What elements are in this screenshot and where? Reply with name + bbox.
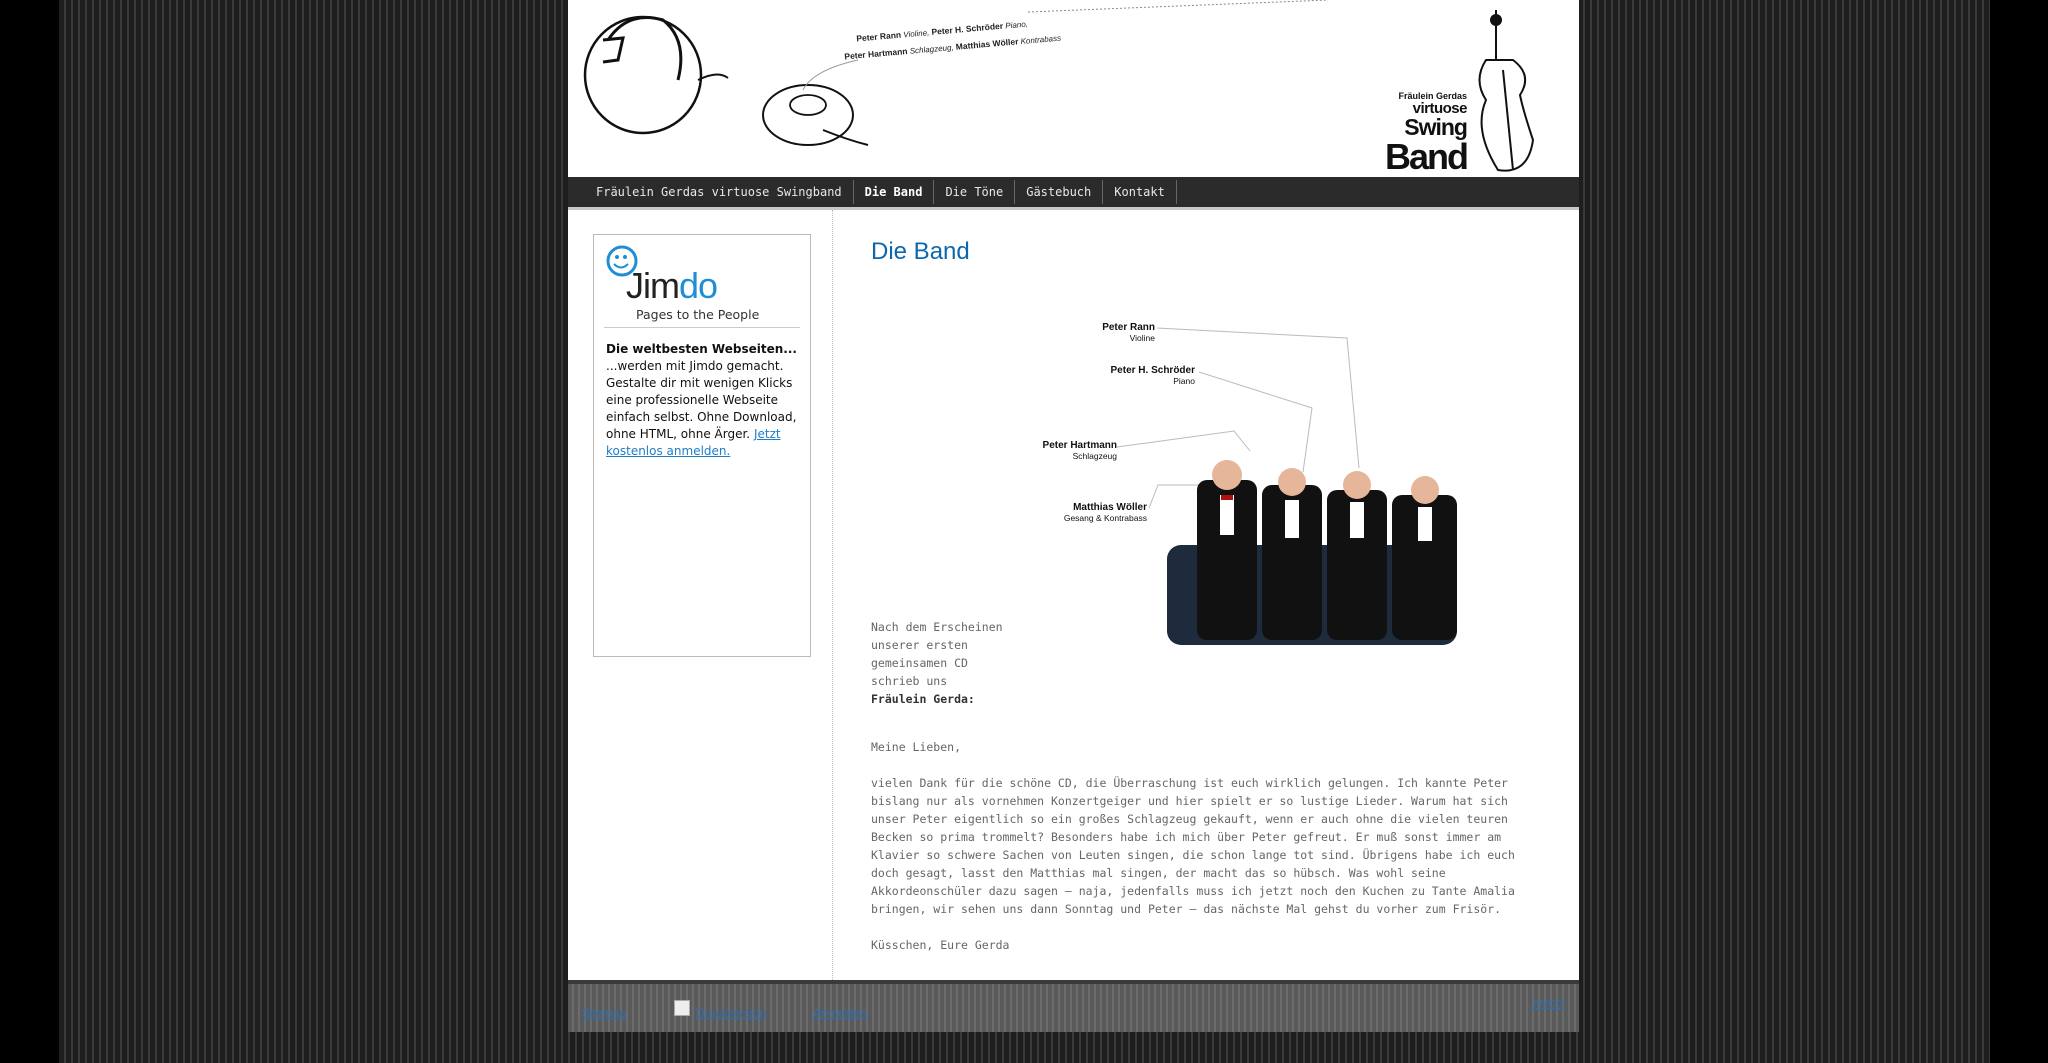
logo-line-4: Band: [1385, 136, 1467, 177]
label-name: Peter Hartmann: [1042, 440, 1117, 451]
logo-line-3: Swing: [1404, 114, 1467, 140]
label-name: Peter Rann: [1102, 322, 1155, 333]
nav-item-die-toene[interactable]: Die Töne: [934, 180, 1015, 204]
main-navigation: [568, 177, 1579, 210]
letter-line: doch gesagt, lasst den Matthias mal singen, der macht das so hübsch. Was wohl seine: [871, 866, 1446, 880]
sidebar-jimdo-ad: [593, 234, 811, 657]
letter-line: Becken so prima trommelt? Besonders habe ich mich über Peter gefreut. Er muß sonst immer am: [871, 830, 1502, 844]
nav-item-kontakt[interactable]: Kontakt: [1103, 180, 1177, 204]
site-footer: [568, 980, 1579, 1032]
musician-name: Peter Hartmann: [843, 45, 908, 62]
printer-icon: [674, 1000, 690, 1016]
site-header: [568, 0, 1579, 177]
logo-line-1: Fräulein Gerdas: [1398, 91, 1467, 101]
footer-link-sitemap[interactable]: Sitemap: [582, 1006, 627, 1020]
musician-instrument: Violine,: [902, 28, 930, 40]
musician-instrument: Piano,: [1004, 19, 1029, 31]
musician-name: Matthias Wöller: [955, 36, 1019, 52]
letter-body: [871, 774, 1561, 918]
intro-line: unserer ersten: [871, 638, 968, 652]
musician-name: Peter Rann: [855, 29, 902, 44]
musician-instrument: Kontrabass: [1020, 33, 1062, 47]
label-role: Schlagzeug: [1072, 451, 1117, 461]
footer-link-login[interactable]: Anmelden: [813, 1006, 868, 1020]
letter-line: vielen Dank für die schöne CD, die Überraschung ist euch wirklich gelungen. Ich kannte Peter: [871, 776, 1508, 790]
letter-line: unser Peter eigentlich so ein großes Schlagzeug gekauft, wenn er auch ohne die vielen teuren: [871, 812, 1508, 826]
jimdo-tagline: Pages to the People: [636, 307, 760, 322]
intro-line: schrieb uns: [871, 674, 948, 688]
jimdo-wordmark-a: Jim: [626, 265, 679, 306]
letter-greeting: Meine Lieben,: [871, 740, 962, 754]
column-divider: [832, 210, 833, 980]
label-name: Peter H. Schröder: [1110, 365, 1195, 376]
label-name: Matthias Wöller: [1073, 502, 1147, 513]
musician-instrument: Schlagzeug,: [909, 42, 955, 56]
letter-line: Klavier so schwere Sachen von Leuten singen, die schon lange tot sind. Übrigens habe ich euch: [871, 848, 1515, 862]
footer-link-jimdo[interactable]: JIMDO: [1530, 998, 1565, 1010]
content-area: [871, 238, 1551, 952]
label-peter-hartmann: [1027, 440, 1117, 462]
intro-line: gemeinsamen CD: [871, 656, 968, 670]
letter-line: bislang nur als vornehmen Konzertgeiger und hier spielt er so lustige Lieder. Warum hat sich: [871, 794, 1508, 808]
band-photo: [1042, 310, 1547, 710]
page-background: [59, 0, 1990, 1063]
nav-item-home[interactable]: Fräulein Gerdas virtuose Swingband: [585, 180, 854, 204]
letter-line: Akkordeonschüler dazu sagen – naja, jedenfalls muss ich jetzt noch den Kuchen zu Tante Amalia: [871, 884, 1515, 898]
intro-strong: Fräulein Gerda:: [871, 692, 975, 706]
main-container: [568, 0, 1579, 1028]
ad-body: ...werden mit Jimdo gemacht. Gestalte dir mit wenigen Klicks eine professionelle Webseite einfach selbst. Ohne Download, ohne HTML, ohne Ärger.: [606, 359, 797, 441]
nav-item-die-band[interactable]: Die Band: [854, 180, 935, 204]
label-peter-schroeder: [1097, 365, 1195, 387]
jimdo-ad-text: [606, 341, 802, 460]
ad-signup-link[interactable]: Jetzt kostenlos anmelden.: [606, 427, 781, 458]
letter-line: bringen, wir sehen uns dann Sonntag und Peter – das nächste Mal gehst du vorher zum Frisör.: [871, 902, 1502, 916]
logo-line-2: virtuose: [1412, 100, 1467, 117]
page-title: Die Band: [871, 238, 970, 265]
musician-name: Peter H. Schröder: [931, 20, 1004, 37]
ad-heading: Die weltbesten Webseiten...: [606, 342, 797, 356]
label-role: Violine: [1129, 333, 1155, 343]
jimdo-wordmark-b: do: [679, 265, 718, 306]
intro-line: Nach dem Erscheinen: [871, 620, 1003, 634]
band-logo: [1385, 92, 1467, 175]
jimdo-wordmark: [626, 265, 717, 307]
jimdo-logo[interactable]: [604, 243, 800, 328]
footer-link-print[interactable]: Druckversion: [696, 1006, 767, 1020]
intro-text: [871, 618, 1091, 708]
nav-item-gaestebuch[interactable]: Gästebuch: [1015, 180, 1103, 204]
label-role: Piano: [1173, 376, 1195, 386]
label-peter-rann: [1087, 322, 1155, 344]
label-role: Gesang & Kontrabass: [1063, 513, 1147, 523]
label-matthias-woeller: [1047, 502, 1147, 524]
letter-signoff: Küsschen, Eure Gerda: [871, 938, 1010, 952]
